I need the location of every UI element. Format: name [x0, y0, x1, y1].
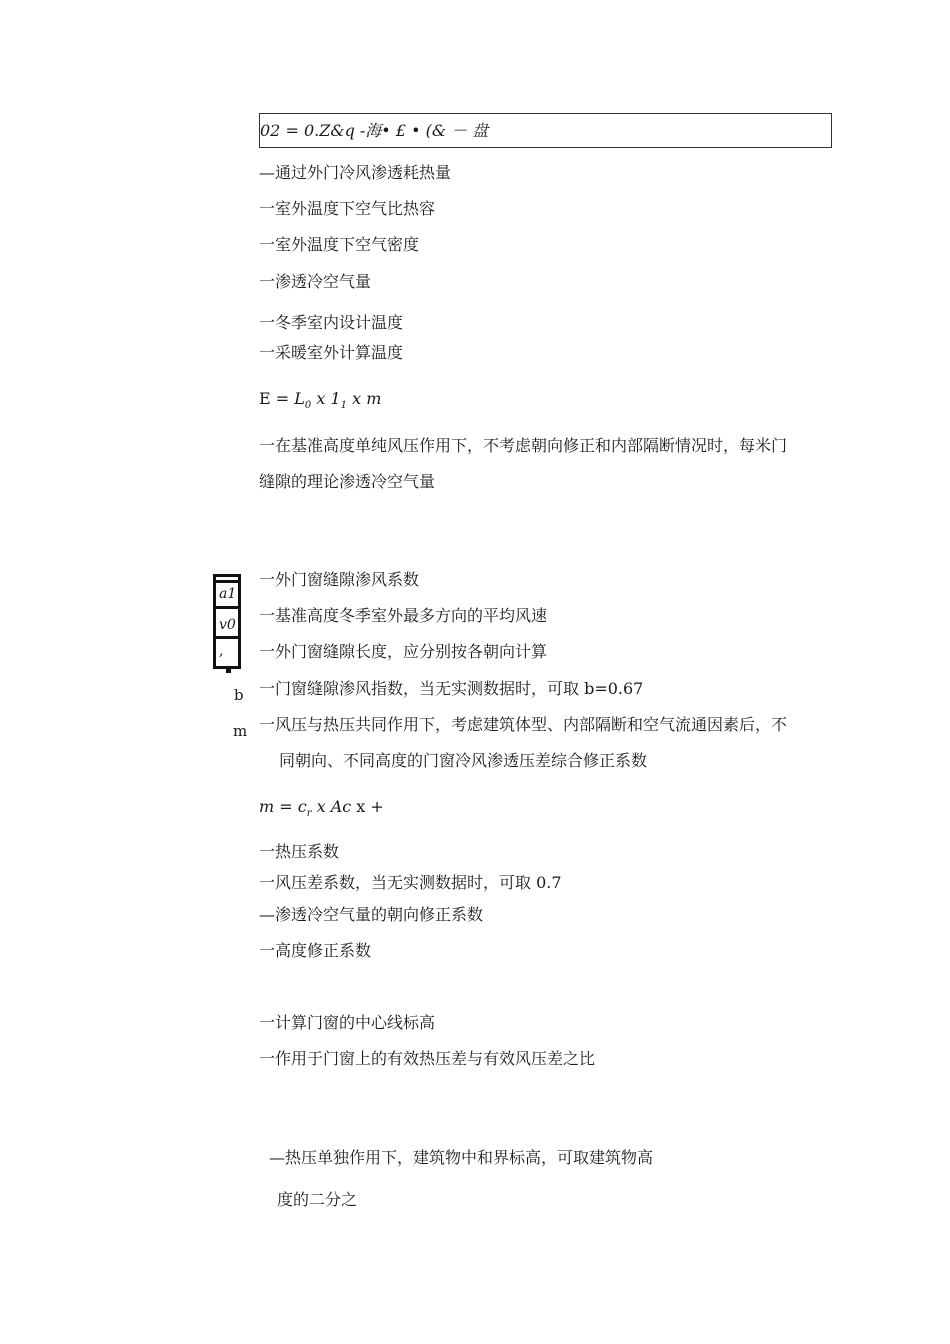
definition-hz-line2: 度的二分之: [277, 1190, 358, 1209]
definition-h: 一计算门窗的中心线标高: [259, 1013, 436, 1032]
formula-l-xm: x m: [347, 389, 382, 408]
formula-m-sub-r: r: [306, 808, 312, 820]
formula-l-symbol: L: [294, 389, 305, 408]
definition-l: 一渗透冷空气量: [259, 272, 372, 291]
definition-tn: 一冬季室内设计温度: [259, 313, 404, 332]
definition-c: 一作用于门窗上的有效热压差与有效风压差之比: [259, 1049, 596, 1068]
formula-m-eq: = c: [274, 797, 307, 816]
formula-l: [259, 389, 381, 416]
label-a1: a1: [219, 586, 237, 602]
label-b: b: [234, 686, 244, 704]
label-box-separator-1: [216, 606, 238, 609]
label-box-top-bar: [216, 580, 238, 583]
paragraph-l0-line1: 一在基准高度单纯风压作用下，不考虑朝向修正和内部隔断情况时，每米门: [259, 436, 788, 455]
definition-hz-line1: —热压单独作用下，建筑物中和界标高，可取建筑物高: [269, 1148, 654, 1167]
formula-m-rest: x Ac: [311, 797, 352, 816]
formula-l-sub0: 0: [304, 400, 312, 412]
label-m: m: [233, 722, 248, 740]
paragraph-l0-line2: 缝隙的理论渗透冷空气量: [259, 472, 436, 491]
definition-m-line2: 同朝向、不同高度的门窗冷风渗透压差综合修正系数: [279, 751, 648, 770]
formula-l-sub1: 1: [340, 400, 348, 412]
definition-v0: 一基准高度冬季室外最多方向的平均风速: [259, 606, 548, 625]
definition-tw: 一采暖室外计算温度: [259, 343, 404, 362]
symbol-label-box: [213, 574, 241, 669]
definition-delta-c: 一风压差系数，当无实测数据时，可取 0.7: [259, 873, 562, 892]
definition-a1: 一外门窗缝隙渗风系数: [259, 570, 420, 589]
label-v0: v0: [219, 617, 236, 633]
definition-l-length: 一外门窗缝隙长度，应分别按各朝向计算: [259, 642, 548, 661]
formula-box: [259, 113, 832, 148]
definition-ch: 一高度修正系数: [259, 941, 372, 960]
definition-cr: 一热压系数: [259, 842, 340, 861]
label-l: ,: [219, 643, 224, 659]
formula-l-x1: x 1: [311, 389, 341, 408]
definition-rho: 一室外温度下空气密度: [259, 235, 420, 254]
definition-n: —渗透冷空气量的朝向修正系数: [259, 905, 484, 924]
definition-b: 一门窗缝隙渗风指数，当无实测数据时，可取 b=0.67: [259, 679, 644, 698]
formula-m-symbol: m: [259, 797, 275, 816]
label-box-separator-2: [216, 636, 238, 639]
formula-l-lead: E =: [259, 389, 295, 408]
formula-q2: 02 = 0.Z&q -海• £ • (& － 盘: [260, 121, 489, 140]
formula-m-tail: x +: [351, 797, 384, 816]
formula-m: [259, 797, 384, 824]
definition-m-line1: 一风压与热压共同作用下，考虑建筑体型、内部隔断和空气流通因素后，不: [259, 715, 788, 734]
definition-q2: —通过外门冷风渗透耗热量: [259, 163, 452, 182]
label-box-stub: [226, 668, 231, 673]
definition-cp: 一室外温度下空气比热容: [259, 199, 436, 218]
